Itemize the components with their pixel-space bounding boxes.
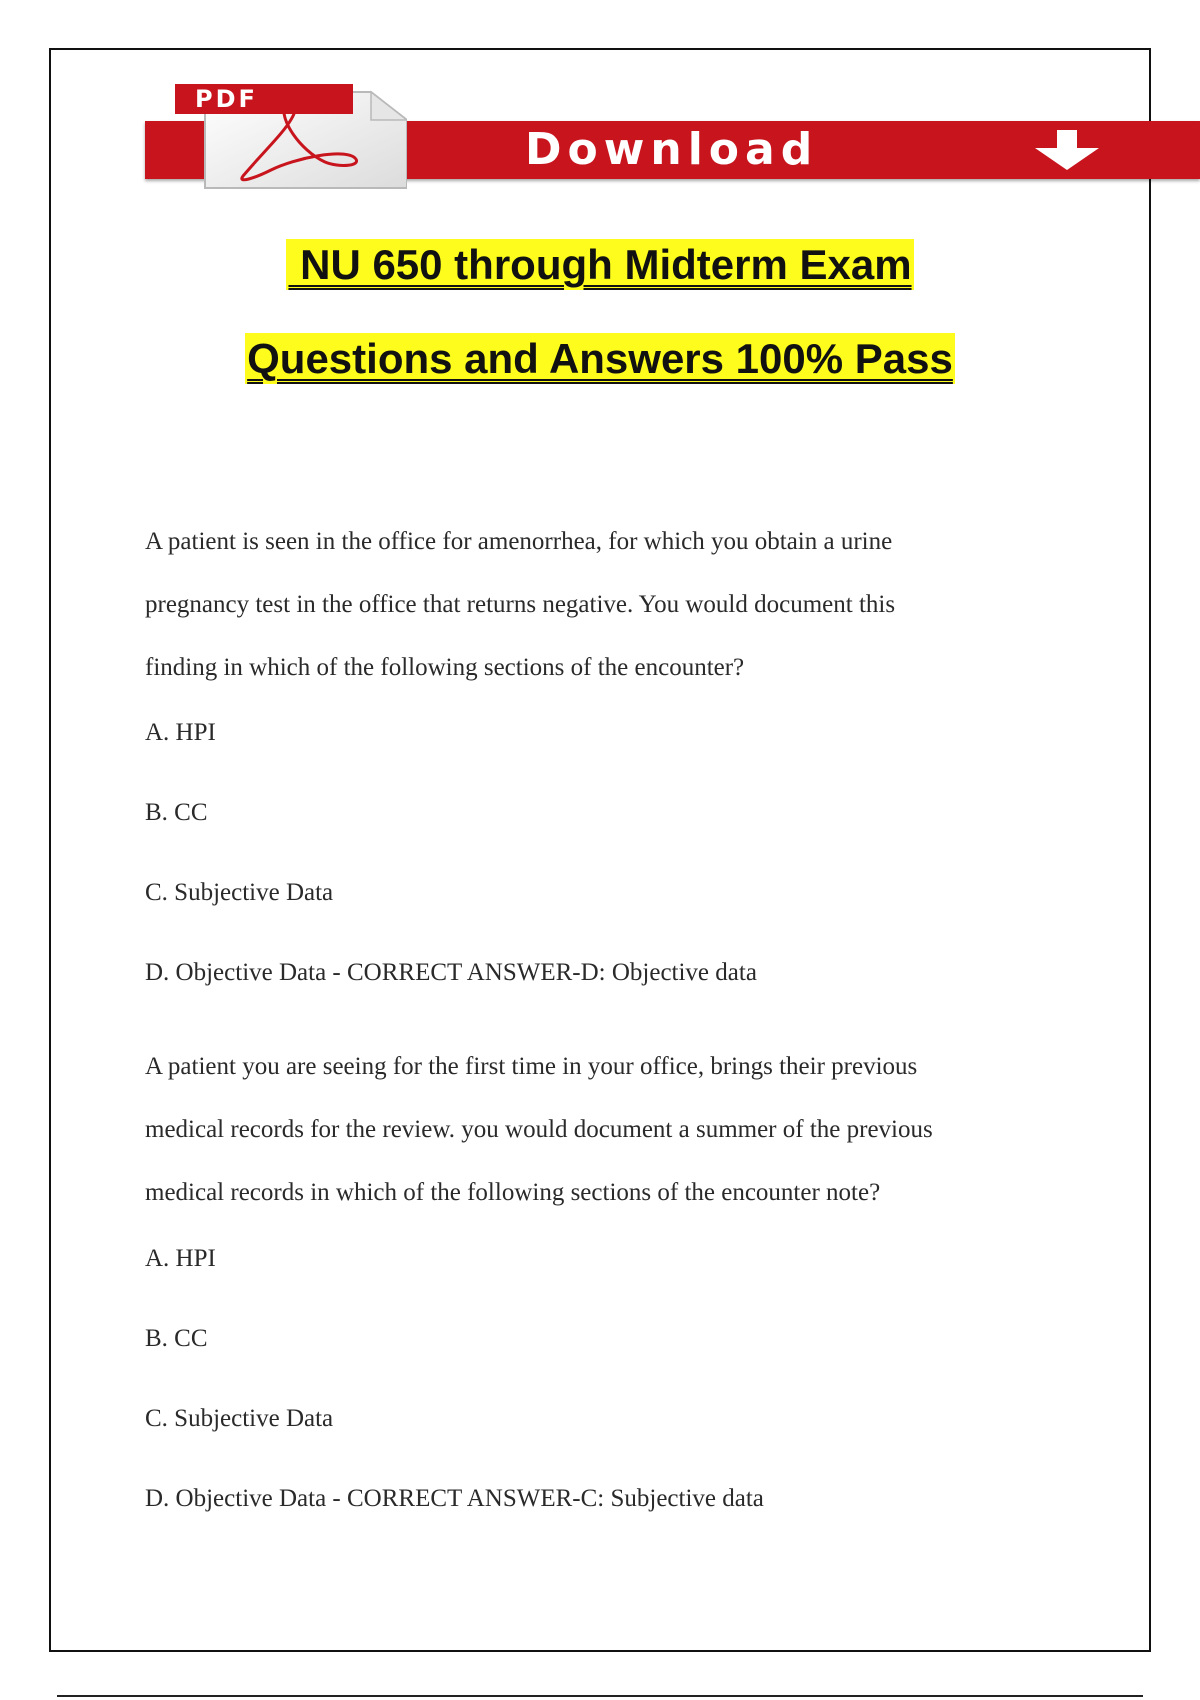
question-1-option-d: D. Objective Data - CORRECT ANSWER-D: Objective data <box>145 959 757 986</box>
question-2-line-2: medical records for the review. you would document a summer of the previous <box>145 1116 933 1143</box>
question-2-option-d: D. Objective Data - CORRECT ANSWER-C: Subjective data <box>145 1485 764 1512</box>
question-2-option-c: C. Subjective Data <box>145 1405 334 1432</box>
question-1-option-c: C. Subjective Data <box>145 879 334 906</box>
download-banner[interactable] <box>145 78 1200 198</box>
question-2-option-a: A. HPI <box>145 1245 216 1272</box>
title-line-1: NU 650 through Midterm Exam <box>288 241 912 288</box>
download-arrow-icon <box>1027 128 1107 172</box>
question-1-line-1: A patient is seen in the office for amenorrhea, for which you obtain a urine <box>145 528 893 555</box>
question-1-option-b: B. CC <box>145 799 208 826</box>
pdf-label: PDF <box>175 84 353 114</box>
question-2-option-b: B. CC <box>145 1325 208 1352</box>
footer-rule <box>57 1695 1143 1697</box>
question-1-line-3: finding in which of the following sections of the encounter? <box>145 654 745 681</box>
question-1-option-a: A. HPI <box>145 719 216 746</box>
document-title <box>0 234 1200 422</box>
pdf-file-icon <box>175 80 407 192</box>
question-1-line-2: pregnancy test in the office that returns negative. You would document this <box>145 591 896 618</box>
question-2-line-1: A patient you are seeing for the first time in your office, brings their previous <box>145 1053 918 1080</box>
download-label: Download <box>525 124 819 175</box>
question-2-line-3: medical records in which of the following sections of the encounter note? <box>145 1179 881 1206</box>
title-line-2: Questions and Answers 100% Pass <box>247 335 953 382</box>
